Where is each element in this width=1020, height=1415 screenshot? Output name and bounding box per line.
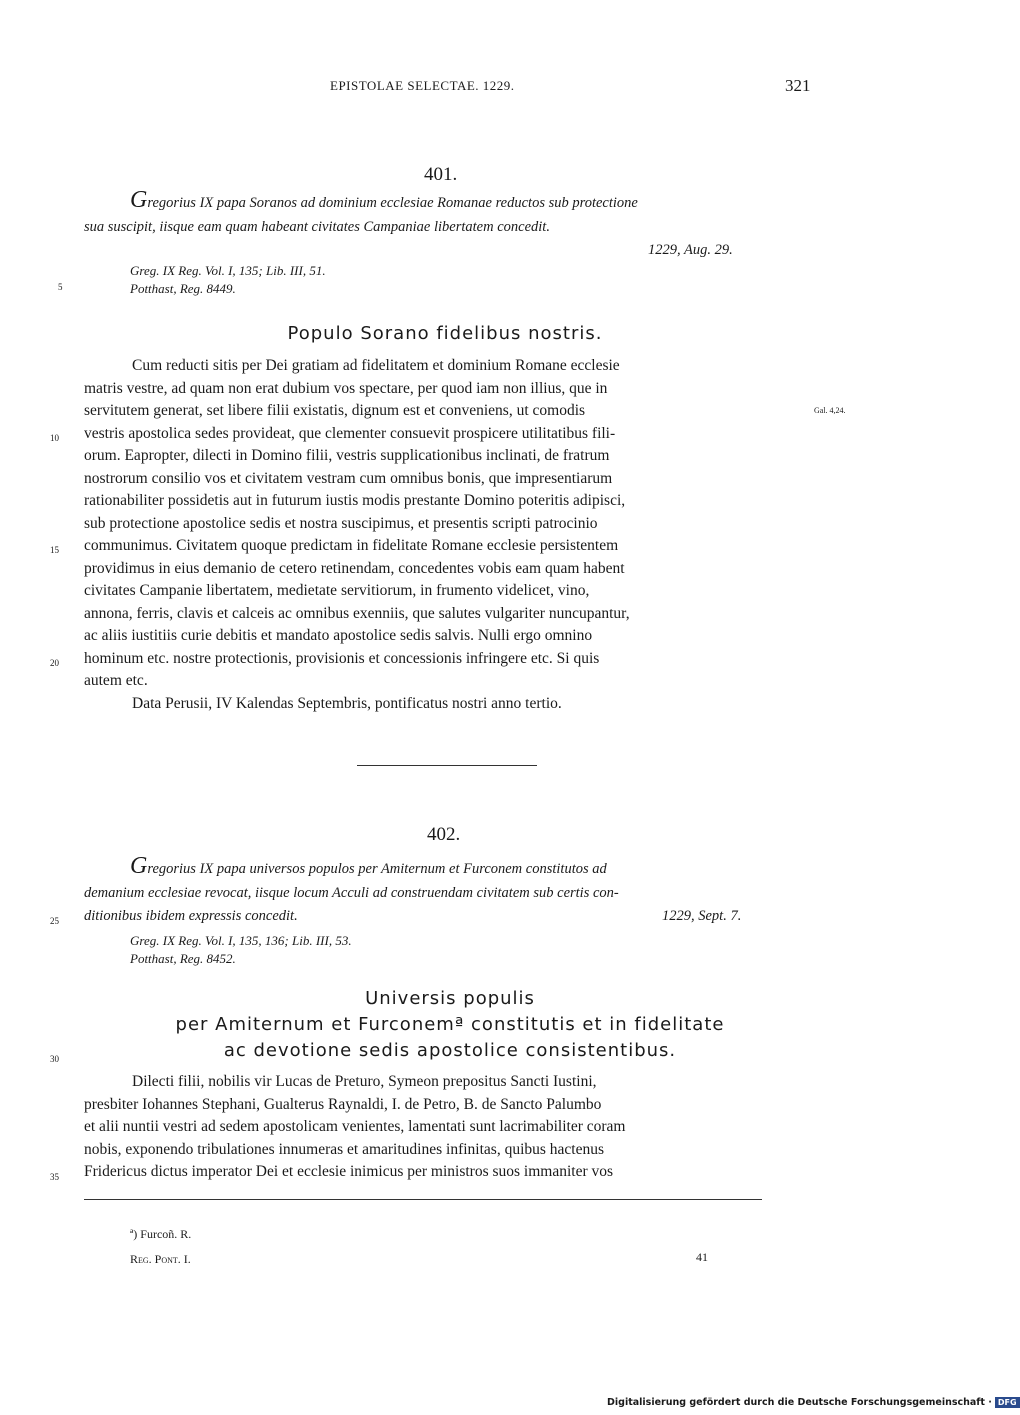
footnote-rule bbox=[84, 1199, 762, 1200]
letter-401-source-1: Greg. IX Reg. Vol. I, 135; Lib. III, 51. bbox=[130, 263, 326, 278]
dfg-logo-icon: DFG bbox=[995, 1397, 1020, 1408]
body-line: servitutem generat, set libere filii existatis, dignum est et conveniens, ut comodis bbox=[84, 402, 586, 419]
line-number: 15 bbox=[50, 545, 59, 555]
body-line: Fridericus dictus imperator Dei et ecclesie inimicus per ministros suos immaniter vos bbox=[84, 1163, 614, 1180]
letter-402-summary-line1: Gregorius IX papa universos populos per Amiternum et Furconem constitutos ad bbox=[130, 853, 607, 879]
line-number: 25 bbox=[50, 916, 59, 926]
signature-number: 41 bbox=[696, 1250, 708, 1264]
body-line: rationabiliter possidetis aut in futurum iustis modis prestante Domino poteritis adipisci, bbox=[84, 492, 626, 509]
body-line: providimus in eius demanio de cetero retinendam, concedentes vobis eam quam habent bbox=[84, 559, 625, 577]
closing-line: Data Perusii, IV Kalendas Septembris, pontificatus nostri anno tertio. bbox=[132, 694, 562, 712]
letter-402-address-line2: per Amiternum et Furconemª constitutis et in fidelitate bbox=[175, 1014, 725, 1035]
letter-402-summary-line3: ditionibus ibidem expressis concedit. bbox=[84, 908, 298, 924]
letter-401-summary-line2: sua suscipit, iisque eam quam habeant civitates Campaniae libertatem concedit. bbox=[84, 219, 550, 235]
dropcap: G bbox=[130, 187, 148, 213]
body-line: Dilecti filii, nobilis vir Lucas de Preturo, Symeon prepositus Sancti Iustini, bbox=[132, 1073, 597, 1090]
line-number: 10 bbox=[50, 433, 59, 443]
body-line: Cum reducti sitis per Dei gratiam ad fidelitatem et dominium Romane ecclesie bbox=[132, 357, 620, 374]
letter-401-number: 401. bbox=[424, 164, 458, 185]
signature-mark: Reg. Pont. I. bbox=[130, 1252, 191, 1266]
letter-402-source-2: Potthast, Reg. 8452. bbox=[130, 951, 236, 966]
letter-402-summary-line2: demanium ecclesiae revocat, iisque locum Acculi ad construendam civitatem sub certis con- bbox=[84, 885, 619, 901]
body-line: annona, ferris, clavis et calceis ac omnibus exenniis, que salutes vulgariter nuncupantur, bbox=[84, 604, 630, 622]
body-line: ac aliis iustitiis curie debitis et mandato apostolice sedis salvis. Nulli ergo omnino bbox=[84, 627, 593, 644]
body-line: nostrorum consilio vos et civitatem vestram cum omnibus bonis, que impresentiarum bbox=[84, 469, 613, 487]
body-line: nobis, exponendo tribulationes innumeras et amaritudines infinitas, quibus hactenus bbox=[84, 1140, 605, 1158]
line-number: 5 bbox=[58, 282, 63, 292]
line-number: 20 bbox=[50, 658, 59, 668]
footnote: ª) Furcoñ. R. bbox=[130, 1227, 192, 1241]
body-line: sub protectione apostolice sedis et nostra suscipimus, et presentis scripti patrocinio bbox=[84, 514, 598, 532]
body-line: civitates Campanie libertatem, medietate servitiorum, in frumento videlicet, vino, bbox=[84, 582, 590, 599]
body-line: et alii nuntii vestri ad sedem apostolicam venientes, lamentati sunt lacrimabiliter coram bbox=[84, 1118, 626, 1135]
letter-401-address: Populo Sorano fidelibus nostris. bbox=[287, 323, 603, 344]
body-line: presbiter Iohannes Stephani, Gualterus Raynaldi, I. de Petro, B. de Sancto Palumbo bbox=[84, 1095, 602, 1113]
section-divider bbox=[357, 765, 537, 766]
body-line: autem etc. bbox=[84, 672, 148, 689]
body-line: hominum etc. nostre protectionis, provisionis et concessionis infringere etc. Si quis bbox=[84, 649, 600, 667]
dropcap: G bbox=[130, 853, 148, 879]
letter-401-date: 1229, Aug. 29. bbox=[648, 242, 733, 258]
letter-401-source-2: Potthast, Reg. 8449. bbox=[130, 281, 236, 296]
letter-402-address-line3: ac devotione sedis apostolice consistentibus. bbox=[223, 1040, 677, 1061]
letter-402-date: 1229, Sept. 7. bbox=[662, 908, 742, 924]
letter-402-address-line1: Universis populis bbox=[365, 988, 535, 1009]
body-line: matris vestre, ad quam non erat dubium vos spectare, per quod iam non illius, que in bbox=[84, 379, 608, 397]
body-line: orum. Eapropter, dilecti in Domino filii, vestris supplicationibus inclinati, de fratrum bbox=[84, 447, 610, 464]
body-line: communimus. Civitatem quoque predictam in fidelitate Romane ecclesie persistentem bbox=[84, 537, 619, 554]
line-number: 35 bbox=[50, 1172, 59, 1182]
page-number: 321 bbox=[785, 76, 811, 95]
letter-402-number: 402. bbox=[427, 824, 461, 845]
dfg-credit: Digitalisierung gefördert durch die Deutsche Forschungsgemeinschaft · DFG bbox=[607, 1397, 1020, 1408]
letter-402-source-1: Greg. IX Reg. Vol. I, 135, 136; Lib. III, 53. bbox=[130, 933, 352, 948]
margin-reference: Gal. 4,24. bbox=[814, 406, 846, 415]
body-line: vestris apostolica sedes provideat, que clementer consuevit prospicere utilitatibus fili- bbox=[84, 424, 616, 442]
letter-401-summary-line1: Gregorius IX papa Soranos ad dominium ecclesiae Romanae reductos sub protectione bbox=[130, 187, 638, 213]
letter-401-body bbox=[84, 355, 811, 715]
running-title: EPISTOLAE SELECTAE. 1229. bbox=[330, 78, 515, 93]
letter-402-body bbox=[84, 1071, 811, 1184]
line-number: 30 bbox=[50, 1054, 59, 1064]
